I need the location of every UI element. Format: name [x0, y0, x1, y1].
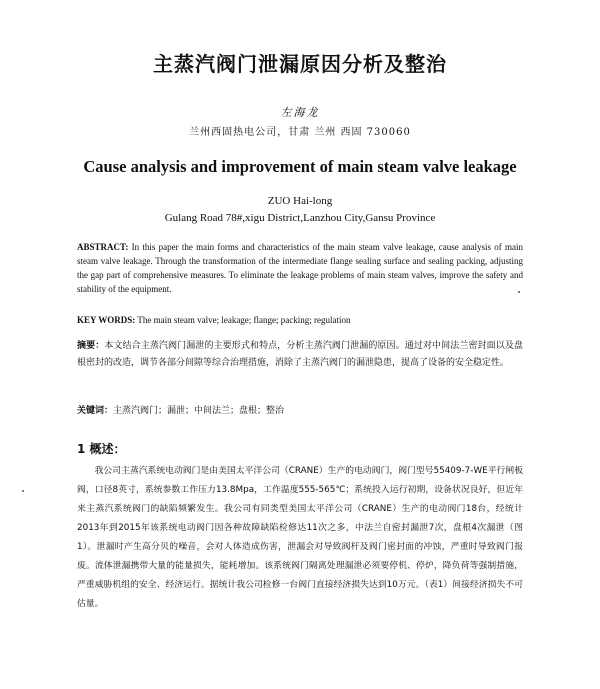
chinese-abstract — [77, 338, 523, 372]
chinese-abstract-text: 本文结合主蒸汽阀门漏泄的主要形式和特点，分析主蒸汽阀门泄漏的原因。通过对中间法兰密封面以及盘根密封的改造，调节各部分间隙等综合治理措施，消除了主蒸汽阀门的漏泄隐患，提高了设备的安全稳定性。 — [77, 341, 523, 368]
chinese-keywords-label: 关键词： — [77, 406, 114, 416]
chinese-affiliation: 兰州西固热电公司，甘肃 兰州 西固 730060 — [189, 127, 411, 138]
section-1-heading: 1 概述： — [77, 442, 126, 456]
chinese-title: 主蒸汽阀门泄漏原因分析及整治 — [153, 52, 447, 76]
english-keywords — [77, 313, 523, 327]
scan-speck — [518, 291, 520, 293]
chinese-author: 左海龙 — [280, 106, 320, 119]
english-abstract — [77, 240, 523, 296]
section-1-paragraph: 我公司主蒸汽系统电动阀门是由美国太平洋公司（CRANE）生产的电动阀门，阀门型号55409-7-WE平行闸板阀，口径8英寸，系统参数工作压力13.8Mpa，工作温度555-565℃；系统投入运行初期，设备状况良好，但近年来主蒸汽系统阀门的缺陷频繁发生。我公司有同类型美国太平洋公司（CRANE）生产的电动阀门18台，经统计2013年到2015年该系统电动阀门因各种故障缺陷检修达11次之多，中法兰自密封漏泄7次，盘根4次漏泄（图1）。泄漏时产生高分贝的噪音，会对人体造成伤害，泄漏会对导致阀杆及阀门密封面的冲蚀，严重时导致阀门报废。流体泄漏携带大量的能量损失，能耗增加。该系统阀门隔离处理漏泄必须要停机、停炉，降负荷等强制措施，严重威胁机组的安全、经济运行。据统计我公司检修一台阀门直接经济损失达到10万元。（表1）间接经济损失不可估量。 — [77, 466, 523, 609]
english-abstract-label: ABSTRACT: — [77, 242, 129, 252]
chinese-keywords-text: 主蒸汽阀门；漏泄；中间法兰；盘根；整治 — [113, 406, 285, 416]
english-author: ZUO Hai-long — [267, 195, 333, 207]
chinese-abstract-label: 摘要： — [77, 341, 105, 351]
chinese-keywords — [77, 404, 523, 418]
english-keywords-text: The main steam valve; leakage; flange; packing; regulation — [135, 315, 351, 325]
english-title: Cause analysis and improvement of main steam valve leakage — [83, 157, 517, 176]
english-keywords-label: KEY WORDS: — [77, 315, 136, 325]
english-abstract-text: In this paper the main forms and characteristics of the main steam valve leakage, cause analysis of main steam valve leakage. Through the transformation of the intermediate flange sealing surface and sealing packing, adjusting the gap part of comprehensive measures. To eliminate the leakage problems of main steam valves, improve the safety and stability of the equipment. — [77, 242, 523, 294]
english-affiliation: Gulang Road 78#,xigu District,Lanzhou City,Gansu Province — [164, 212, 436, 224]
scan-speck — [22, 490, 24, 492]
